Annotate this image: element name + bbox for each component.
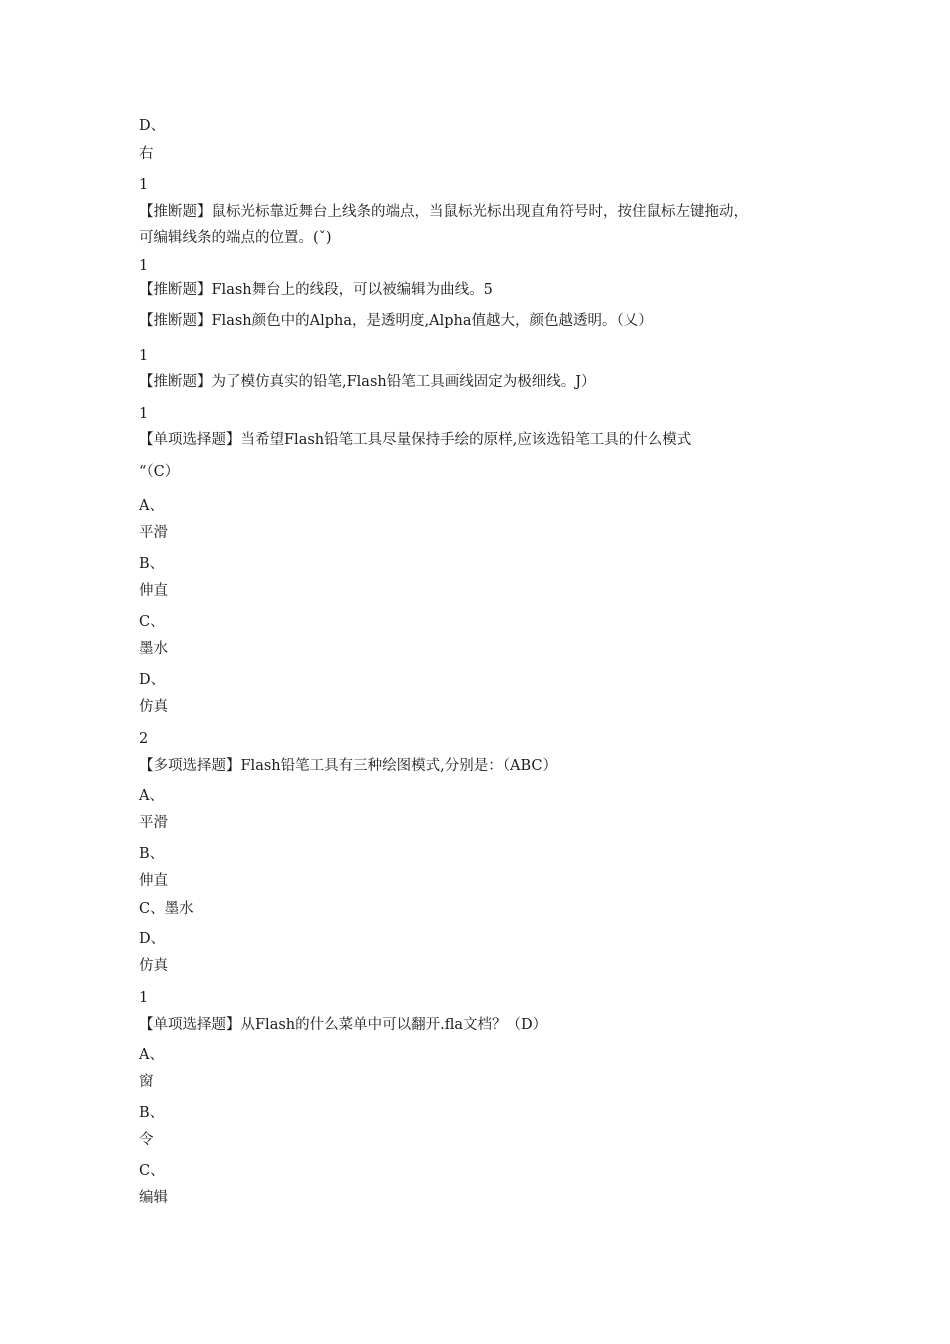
text-line: 伸直 — [139, 583, 168, 599]
text-line: B、 — [139, 556, 165, 572]
text-line: D、 — [139, 118, 166, 134]
text-line: “（C） — [139, 464, 180, 480]
text-line: 窗 — [139, 1074, 154, 1090]
text-line: C、 — [139, 1163, 165, 1179]
text-line: 【单项选择题】从Flash的什么菜单中可以翻开.fla文档？（D） — [139, 1017, 548, 1033]
text-line: 仿真 — [139, 958, 168, 974]
text-line: 1 — [139, 990, 149, 1006]
text-line: 【推断题】Flash颜色中的Alpha，是透明度,Alpha值越大，颜色越透明。（乂） — [139, 313, 653, 329]
text-line: 【推断题】Flash舞台上的线段，可以被编辑为曲线。5 — [139, 282, 493, 298]
text-line: 1 — [139, 406, 149, 422]
text-line: 编辑 — [139, 1190, 168, 1206]
text-line: 右 — [139, 146, 154, 162]
text-line: 【推断题】为了模仿真实的铅笔,Flash铅笔工具画线固定为极细线。J） — [139, 374, 596, 390]
text-line: B、 — [139, 1105, 165, 1121]
text-line: 平滑 — [139, 525, 168, 541]
text-line: D、 — [139, 672, 166, 688]
text-line: 1 — [139, 177, 149, 193]
text-line: C、 — [139, 614, 165, 630]
text-line: C、墨水 — [139, 901, 194, 917]
text-line: B、 — [139, 846, 165, 862]
text-line: 【多项选择题】Flash铅笔工具有三种绘图模式,分别是：（ABC） — [139, 758, 557, 774]
text-line: 令 — [139, 1132, 154, 1148]
text-line: 2 — [139, 731, 149, 747]
text-line: A、 — [139, 498, 164, 514]
text-line: 墨水 — [139, 641, 168, 657]
text-line: 【单项选择题】当希望Flash铅笔工具尽量保持手绘的原样,应该选铅笔工具的什么模式 — [139, 432, 692, 448]
text-line: D、 — [139, 931, 166, 947]
text-line: 【推断题】鼠标光标靠近舞台上线条的端点，当鼠标光标出现直角符号时，按住鼠标左键拖动， — [139, 204, 748, 220]
text-line: 平滑 — [139, 815, 168, 831]
text-line: A、 — [139, 1047, 164, 1063]
text-line: 伸直 — [139, 873, 168, 889]
text-line: 1 — [139, 348, 149, 364]
text-line: 仿真 — [139, 699, 168, 715]
text-line: 可编辑线条的端点的位置。(ˇ) — [139, 230, 332, 246]
text-line: 1 — [139, 258, 149, 274]
text-line: A、 — [139, 788, 164, 804]
